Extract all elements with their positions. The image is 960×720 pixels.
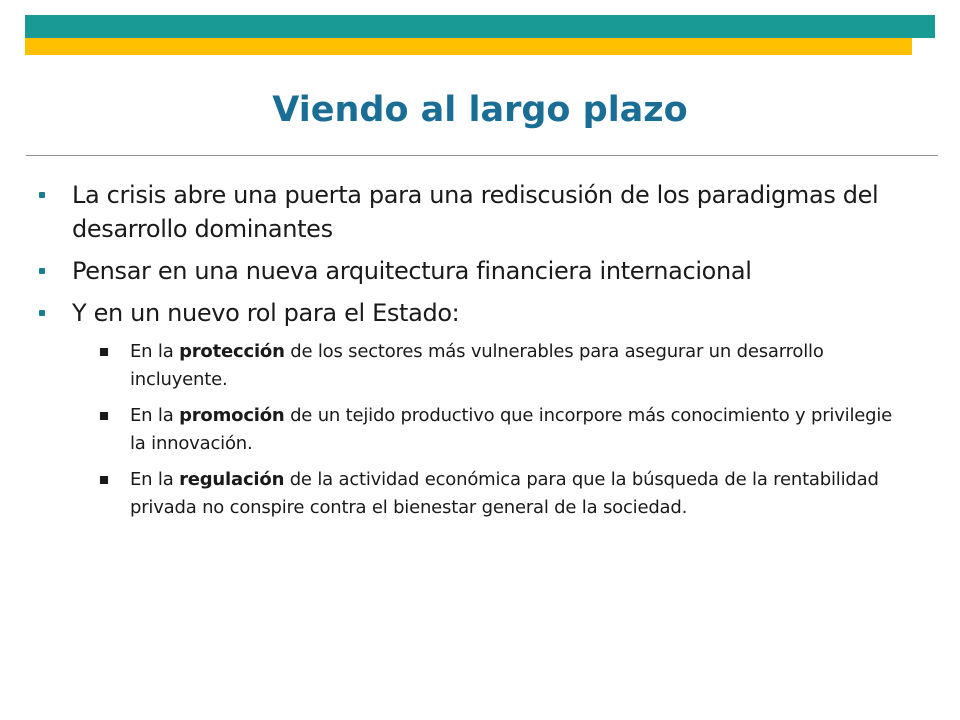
header-bar-yellow — [25, 38, 912, 55]
sub-bullet-keyword: regulación — [179, 469, 285, 490]
bullet-dot-icon — [39, 268, 45, 274]
sub-bullet-pre: En la — [130, 341, 180, 362]
bullet-text: La crisis abre una puerta para una rediscusión de los paradigmas del desarrollo dominantes — [72, 181, 879, 243]
bullet-1 — [0, 178, 960, 246]
bullet-3 — [0, 296, 960, 330]
bullet-2 — [0, 254, 960, 288]
sub-bullet-post: de la actividad económica para que la búsqueda de la rentabilidad privada no conspire contra el bienestar general de la sociedad. — [130, 469, 879, 518]
header-bar-teal — [25, 15, 935, 38]
sub-bullet-pre: En la — [130, 469, 180, 490]
title-divider — [26, 155, 938, 156]
sub-bullet-list — [0, 338, 960, 522]
bullet-dot-icon — [39, 310, 45, 316]
sub-bullet-keyword: promoción — [179, 405, 285, 426]
sub-bullet-post: de un tejido productivo que incorpore más conocimiento y privilegie la innovación. — [130, 405, 893, 454]
sub-bullet-1 — [0, 338, 960, 394]
sub-bullet-3 — [0, 466, 960, 522]
sub-bullet-pre: En la — [130, 405, 180, 426]
slide-body — [0, 178, 960, 530]
square-bullet-icon — [100, 476, 108, 484]
sub-bullet-2 — [0, 402, 960, 458]
square-bullet-icon — [100, 348, 108, 356]
bullet-text: Pensar en una nueva arquitectura financiera internacional — [72, 257, 752, 285]
slide-title: Viendo al largo plazo — [272, 90, 688, 130]
bullet-dot-icon — [39, 192, 45, 198]
bullet-text: Y en un nuevo rol para el Estado: — [72, 299, 460, 327]
sub-bullet-post: de los sectores más vulnerables para asegurar un desarrollo incluyente. — [130, 341, 824, 390]
sub-bullet-keyword: protección — [179, 341, 285, 362]
square-bullet-icon — [100, 412, 108, 420]
